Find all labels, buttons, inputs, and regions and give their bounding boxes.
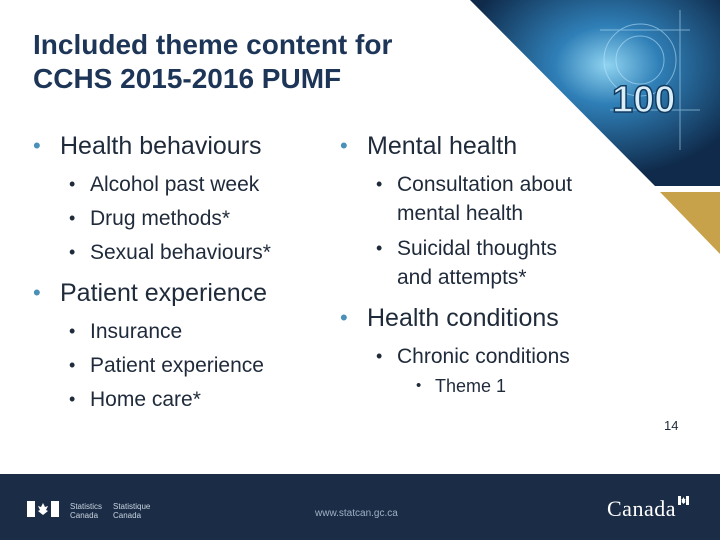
stats-fr-line1: Statistique bbox=[113, 502, 151, 511]
website-link[interactable]: www.statcan.gc.ca bbox=[315, 508, 398, 519]
statistique-canada-fr bbox=[113, 502, 150, 520]
title-line-2: CCHS 2015-2016 PUMF bbox=[33, 63, 342, 94]
stats-en-line2: Canada bbox=[70, 511, 99, 520]
footer-bar bbox=[0, 474, 720, 540]
sub-bullet-text: Insurance bbox=[90, 320, 183, 343]
slide-title bbox=[33, 28, 473, 96]
page-number: 14 bbox=[664, 418, 679, 433]
sub-bullet-text: Consultation about bbox=[397, 173, 573, 196]
wordmark-flag-icon bbox=[678, 496, 689, 505]
bullet-dot: • bbox=[69, 242, 76, 262]
bullet-dot: • bbox=[69, 321, 76, 341]
statistics-canada-en bbox=[70, 502, 102, 520]
badge-100: 100 bbox=[612, 79, 676, 121]
sub-bullet-text: Drug methods* bbox=[90, 207, 231, 230]
sub-bullet bbox=[33, 238, 333, 267]
bullet-dot: • bbox=[69, 174, 76, 194]
left-column bbox=[33, 130, 333, 414]
sub-bullet-text: and attempts* bbox=[397, 266, 527, 289]
canada-wordmark: Canada bbox=[607, 496, 676, 521]
bullet-dot: • bbox=[376, 174, 383, 194]
bullet-dot: • bbox=[416, 377, 422, 394]
bullet-dot: • bbox=[376, 238, 383, 258]
sub-bullet bbox=[33, 204, 333, 233]
bullet-dot: • bbox=[69, 389, 76, 409]
sub-bullet bbox=[340, 170, 630, 228]
right-column bbox=[340, 130, 630, 399]
sub-bullet-text: mental health bbox=[397, 202, 524, 225]
sub-sub-bullet bbox=[340, 373, 630, 399]
sub-bullet bbox=[340, 234, 630, 292]
canada-flag-icon bbox=[27, 501, 59, 517]
sub-bullet-text: Patient experience bbox=[90, 354, 264, 377]
bullet-health-conditions: • Health conditions bbox=[340, 302, 630, 334]
sub-bullet-text: Alcohol past week bbox=[90, 173, 260, 196]
sub-bullet bbox=[33, 351, 333, 380]
stats-en-line1: Statistics bbox=[70, 502, 103, 511]
sub-bullet-text: Chronic conditions bbox=[397, 345, 570, 368]
sub-bullet bbox=[340, 342, 630, 371]
sub-bullet-text: Sexual behaviours* bbox=[90, 241, 271, 264]
title-line-1: Included theme content for bbox=[33, 29, 393, 60]
sub-bullet bbox=[33, 385, 333, 414]
bullet-mental-health: • Mental health bbox=[340, 130, 630, 162]
bullet-patient-experience: • Patient experience bbox=[33, 277, 333, 309]
bullet-dot: • bbox=[69, 208, 76, 228]
bullet-dot: • bbox=[376, 346, 383, 366]
sub-sub-bullet-text: Theme 1 bbox=[435, 376, 507, 396]
bullet-health-behaviours: • Health behaviours bbox=[33, 130, 333, 162]
stats-fr-line2: Canada bbox=[113, 511, 142, 520]
gold-triangle bbox=[660, 192, 720, 254]
sub-bullet-text: Home care* bbox=[90, 388, 201, 411]
sub-bullet bbox=[33, 317, 333, 346]
sub-bullet-text: Suicidal thoughts bbox=[397, 237, 557, 260]
bullet-dot: • bbox=[69, 355, 76, 375]
sub-bullet bbox=[33, 170, 333, 199]
